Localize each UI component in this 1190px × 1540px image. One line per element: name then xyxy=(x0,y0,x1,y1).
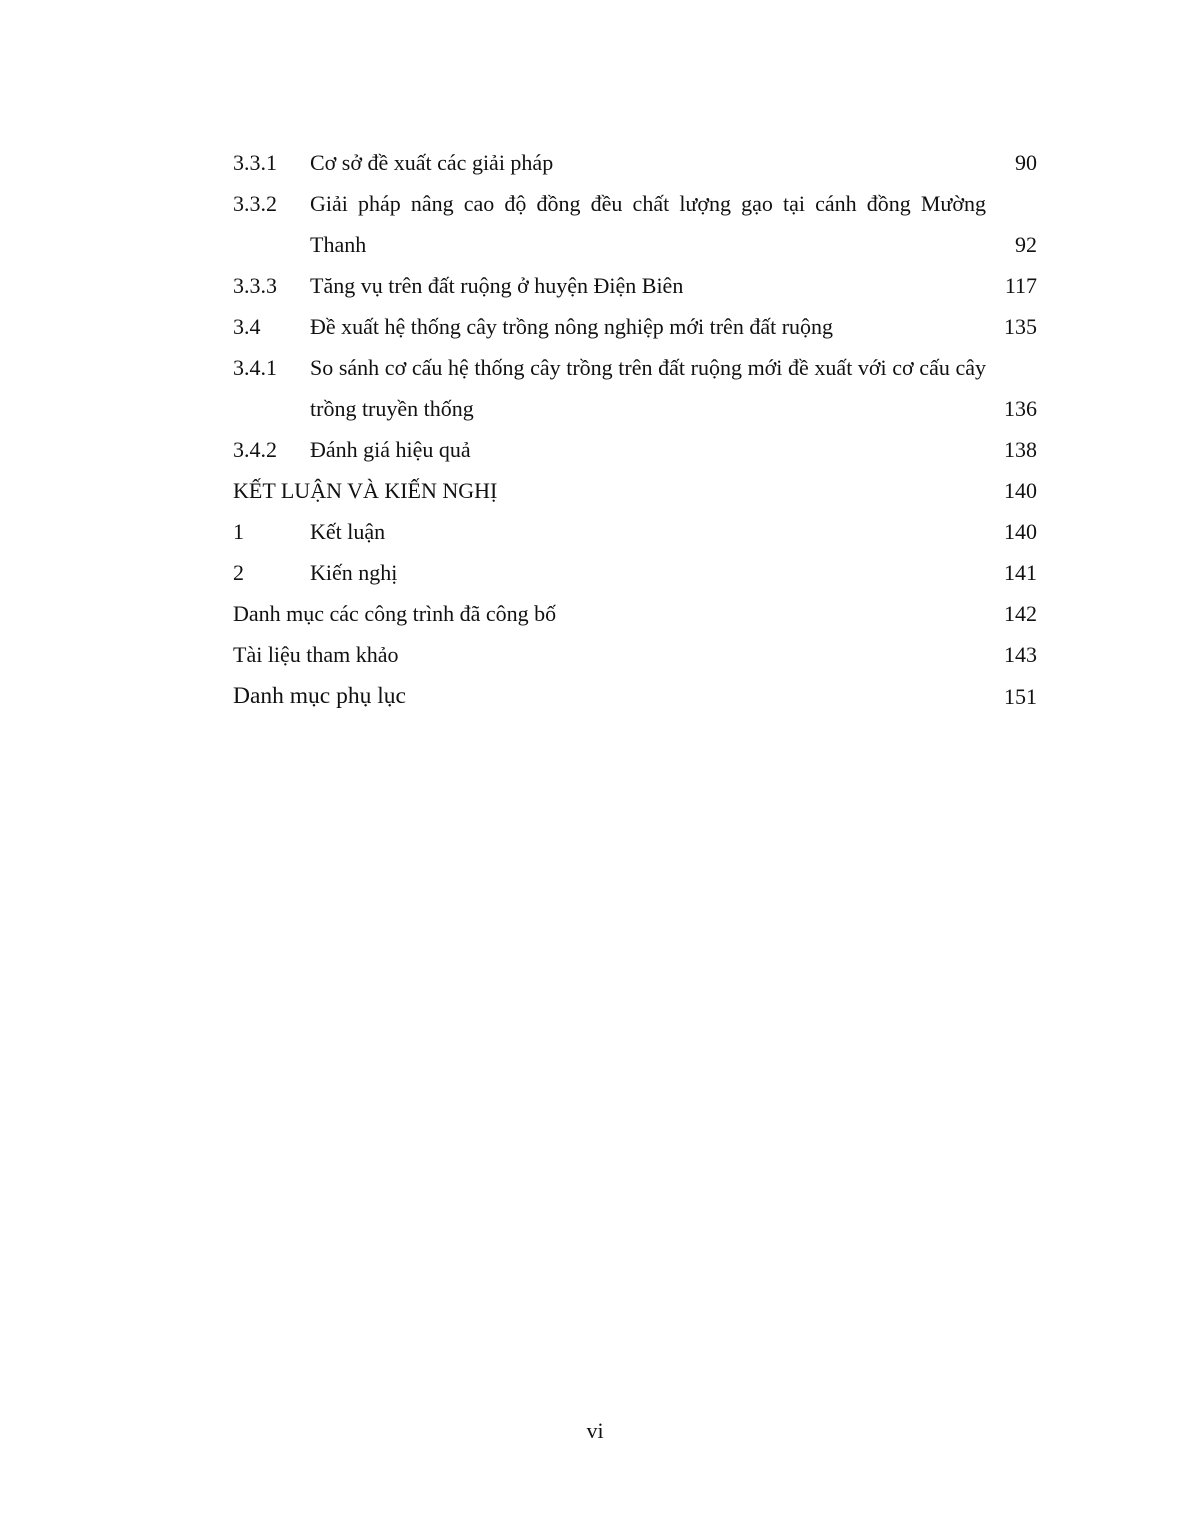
toc-entry-3-3-3 xyxy=(233,265,1037,306)
toc-entry-3-4-1 xyxy=(233,347,1037,429)
toc-entry-page: 141 xyxy=(1004,560,1037,585)
toc-entry-title: KẾT LUẬN VÀ KIẾN NGHỊ xyxy=(233,478,498,503)
toc-entry-3-3-2 xyxy=(233,183,1037,265)
table-of-contents xyxy=(233,142,1037,718)
toc-entry-number: 3.4 xyxy=(233,314,261,339)
toc-entry-3-4 xyxy=(233,306,1037,347)
toc-entry-page: 135 xyxy=(1004,314,1037,339)
toc-entry-danh-muc-cong-trinh xyxy=(233,593,1037,634)
toc-entry-1 xyxy=(233,511,1037,552)
toc-entry-page: 136 xyxy=(1004,396,1037,421)
toc-entry-title: Tài liệu tham khảo xyxy=(233,642,399,667)
toc-entry-danh-muc-phu-luc xyxy=(233,675,1037,718)
toc-entry-page: 90 xyxy=(1015,150,1037,175)
toc-entry-title: Đánh giá hiệu quả xyxy=(310,437,471,462)
toc-entry-3-3-1 xyxy=(233,142,1037,183)
toc-entry-title: Danh mục phụ lục xyxy=(233,683,406,709)
toc-entry-number: 3.4.1 xyxy=(233,355,277,380)
toc-entry-page: 140 xyxy=(1004,478,1037,503)
toc-entry-page: 143 xyxy=(1004,642,1037,667)
page-number: vi xyxy=(586,1418,604,1443)
toc-entry-page: 140 xyxy=(1004,519,1037,544)
toc-entry-page: 138 xyxy=(1004,437,1037,462)
toc-entry-title: Kiến nghị xyxy=(310,560,398,585)
toc-entry-number: 3.3.3 xyxy=(233,273,277,298)
toc-entry-number: 1 xyxy=(233,519,244,544)
toc-entry-3-4-2 xyxy=(233,429,1037,470)
toc-entry-title: Danh mục các công trình đã công bố xyxy=(233,601,557,626)
toc-entry-page: 117 xyxy=(1004,273,1037,298)
toc-entry-ket-luan-va-kien-nghi xyxy=(233,470,1037,511)
toc-entry-title: Kết luận xyxy=(310,519,386,544)
toc-entry-title: Giải pháp nâng cao độ đồng đều chất lượng gạo tại cánh đồng Mường Thanh xyxy=(310,191,986,257)
toc-entry-title: So sánh cơ cấu hệ thống cây trồng trên đất ruộng mới đề xuất với cơ cấu cây trồng truyền thống xyxy=(310,355,986,421)
toc-entry-page: 142 xyxy=(1004,601,1037,626)
toc-entry-title: Tăng vụ trên đất ruộng ở huyện Điện Biên xyxy=(310,273,684,298)
toc-entry-number: 3.3.1 xyxy=(233,150,277,175)
toc-entry-page: 92 xyxy=(1015,232,1037,257)
toc-entry-tai-lieu-tham-khao xyxy=(233,634,1037,675)
toc-entry-title: Đề xuất hệ thống cây trồng nông nghiệp mới trên đất ruộng xyxy=(310,314,834,339)
toc-entry-number: 3.3.2 xyxy=(233,191,277,216)
toc-entry-number: 2 xyxy=(233,560,244,585)
toc-entry-page: 151 xyxy=(1004,684,1037,709)
toc-entry-2 xyxy=(233,552,1037,593)
toc-entry-title: Cơ sở đề xuất các giải pháp xyxy=(310,150,554,175)
toc-entry-number: 3.4.2 xyxy=(233,437,277,462)
